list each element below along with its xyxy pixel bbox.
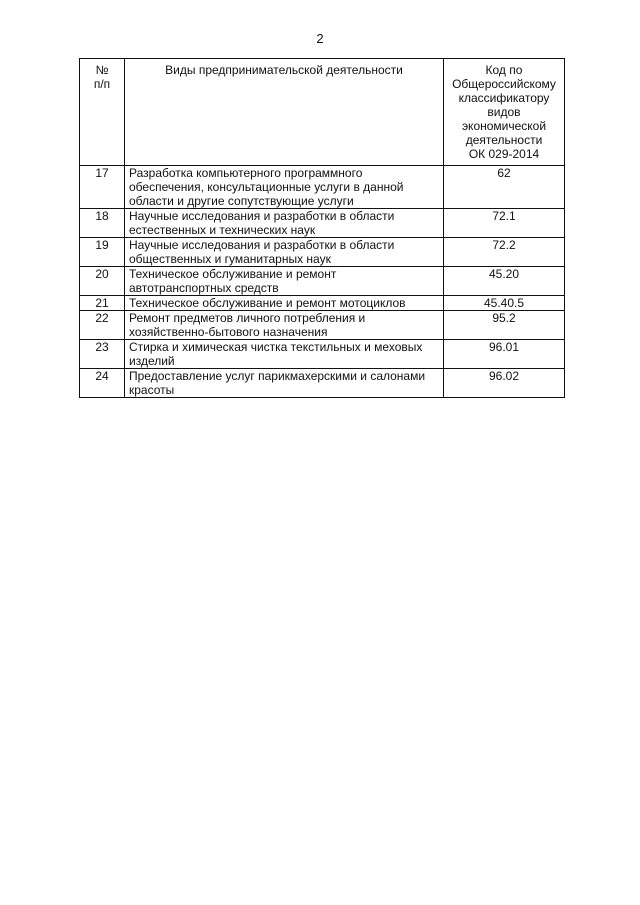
table-row: [80, 238, 565, 267]
row-number: 22: [80, 311, 125, 340]
row-code: 95.2: [444, 311, 565, 340]
row-activity: Научные исследования и разработки в области естественных и технических наук: [125, 209, 444, 238]
row-code: 45.20: [444, 267, 565, 296]
activities-table: [79, 58, 565, 398]
row-number: 19: [80, 238, 125, 267]
header-number: № п/п: [80, 59, 125, 166]
row-code: 96.02: [444, 369, 565, 398]
row-activity: Предоставление услуг парикмахерскими и салонами красоты: [125, 369, 444, 398]
row-activity: Научные исследования и разработки в области общественных и гуманитарных наук: [125, 238, 444, 267]
table-row: [80, 166, 565, 209]
row-number: 24: [80, 369, 125, 398]
table-row: [80, 267, 565, 296]
row-code: 72.2: [444, 238, 565, 267]
table-row: [80, 209, 565, 238]
row-code: 72.1: [444, 209, 565, 238]
row-number: 20: [80, 267, 125, 296]
row-activity: Техническое обслуживание и ремонт мотоциклов: [125, 296, 444, 311]
table-row: [80, 340, 565, 369]
header-code: Код по Общероссийскому классификатору видов экономической деятельности ОК 029-2014: [444, 59, 565, 166]
table-header-row: [80, 59, 565, 166]
row-activity: Стирка и химическая чистка текстильных и меховых изделий: [125, 340, 444, 369]
row-code: 45.40.5: [444, 296, 565, 311]
table-row: [80, 311, 565, 340]
row-number: 18: [80, 209, 125, 238]
row-activity: Ремонт предметов личного потребления и хозяйственно-бытового назначения: [125, 311, 444, 340]
row-code: 62: [444, 166, 565, 209]
table-row: [80, 296, 565, 311]
row-code: 96.01: [444, 340, 565, 369]
row-number: 21: [80, 296, 125, 311]
header-activity: Виды предпринимательской деятельности: [125, 59, 444, 166]
page-number: 2: [316, 31, 324, 46]
row-activity: Техническое обслуживание и ремонт автотранспортных средств: [125, 267, 444, 296]
row-number: 17: [80, 166, 125, 209]
row-number: 23: [80, 340, 125, 369]
row-activity: Разработка компьютерного программного обеспечения, консультационные услуги в данной области и другие сопутствующие услуги: [125, 166, 444, 209]
table-row: [80, 369, 565, 398]
